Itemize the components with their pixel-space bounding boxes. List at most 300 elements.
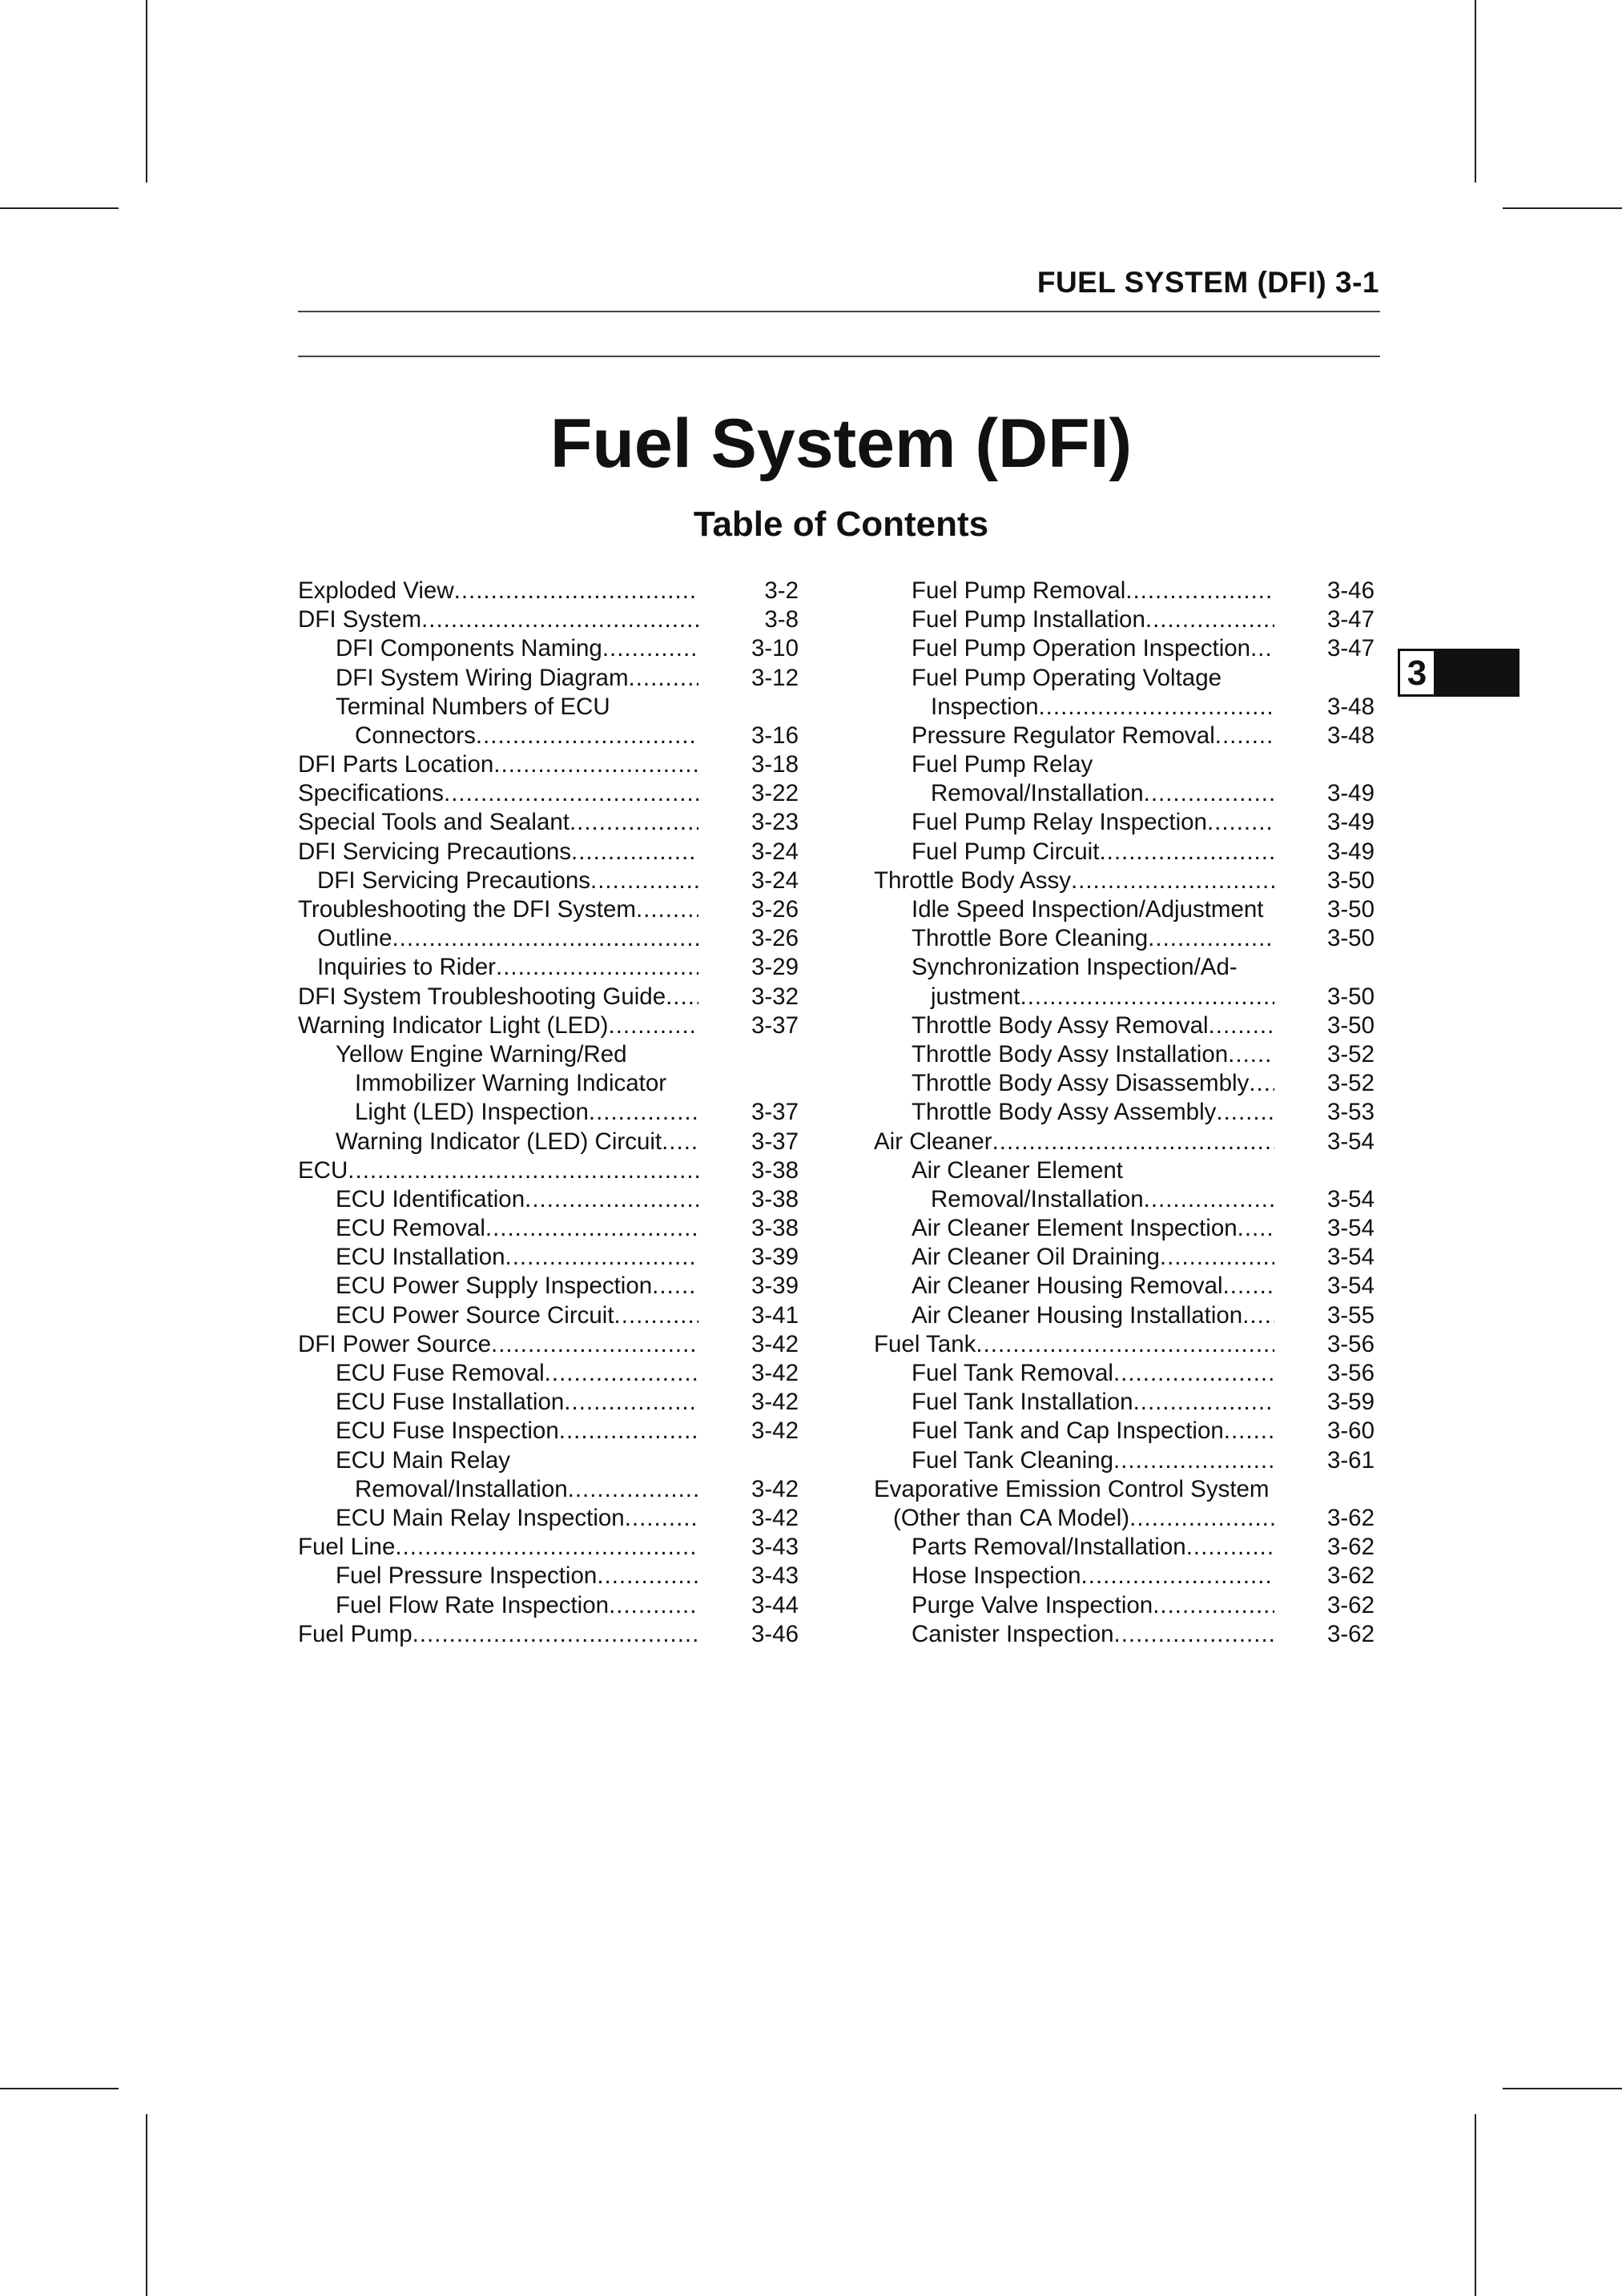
toc-entry-page: 3-46	[751, 1620, 799, 1647]
toc-entry-label: Removal/Installation	[355, 1475, 568, 1502]
toc-dot-leader	[1224, 1417, 1274, 1446]
toc-entry-text	[298, 577, 698, 605]
toc-dot-leader	[992, 1128, 1274, 1156]
crop-mark-top-left-vertical	[146, 0, 147, 183]
toc-entry-text	[874, 1446, 1274, 1475]
toc-entry-label: Fuel Pump Operating Voltage	[912, 664, 1222, 691]
toc-entry-label: ECU Main Relay	[336, 1446, 511, 1474]
toc-entry-label: ECU Installation	[336, 1244, 505, 1271]
toc-entry-label: Light (LED) Inspection	[355, 1099, 589, 1126]
toc-dot-leader	[476, 722, 698, 750]
toc-dot-leader	[525, 1185, 698, 1214]
toc-entry[interactable]	[298, 1446, 799, 1475]
toc-entry-text	[874, 1388, 1274, 1417]
toc-entry-text	[298, 1156, 698, 1185]
toc-dot-leader	[348, 1156, 698, 1185]
toc-dot-leader	[493, 750, 698, 779]
toc-dot-leader	[1113, 1359, 1274, 1388]
toc-entry[interactable]	[298, 1301, 799, 1330]
toc-entry[interactable]	[874, 1533, 1374, 1562]
toc-entry-text	[298, 1214, 698, 1243]
toc-entry-text	[298, 1040, 698, 1069]
toc-entry[interactable]	[298, 1128, 799, 1156]
toc-entry-label: DFI Power Source	[298, 1330, 491, 1357]
toc-entry-label: Throttle Body Assy	[874, 867, 1071, 894]
toc-entry[interactable]	[874, 1243, 1374, 1272]
toc-dot-leader	[666, 983, 698, 1011]
toc-entry-text	[874, 722, 1274, 750]
toc-entry-text	[874, 1069, 1274, 1098]
toc-entry-text	[874, 1301, 1274, 1330]
toc-entry-page: 3-37	[751, 1011, 799, 1039]
toc-entry-text	[298, 1359, 698, 1388]
toc-entry[interactable]	[874, 1504, 1374, 1533]
toc-entry-label: Fuel Tank	[874, 1330, 976, 1357]
toc-entry-page: 3-42	[751, 1360, 799, 1387]
toc-entry-label: Outline	[317, 925, 392, 952]
toc-entry[interactable]	[874, 1069, 1374, 1098]
toc-entry-text	[874, 1533, 1274, 1562]
page-title: Fuel System (DFI)	[549, 405, 1133, 482]
toc-entry-text	[874, 1272, 1274, 1301]
toc-entry-label: Idle Speed Inspection/Adjustment	[912, 896, 1264, 923]
toc-entry-label: Troubleshooting the DFI System	[298, 896, 636, 923]
toc-entry-label: Fuel Tank Removal	[912, 1360, 1113, 1387]
chapter-tab	[1398, 649, 1519, 697]
toc-entry-label: Removal/Installation	[931, 1185, 1144, 1212]
toc-entry-page: 3-43	[751, 1562, 799, 1590]
toc-entry-label: Fuel Pump Operation Inspection	[912, 635, 1251, 662]
toc-entry-text	[298, 750, 698, 779]
toc-entry-text	[298, 1620, 698, 1649]
toc-entry-text	[298, 1128, 698, 1156]
toc-entry-label: Throttle Body Assy Assembly	[912, 1099, 1217, 1126]
toc-entry[interactable]	[874, 577, 1374, 605]
toc-dot-leader	[1133, 1388, 1274, 1417]
toc-entry-page: 3-38	[751, 1156, 799, 1184]
toc-entry-page: 3-62	[1326, 1562, 1374, 1590]
toc-entry-page: 3-22	[751, 780, 799, 807]
toc-entry-text	[874, 1417, 1274, 1446]
toc-entry-label: Pressure Regulator Removal	[912, 722, 1215, 749]
toc-dot-leader	[590, 867, 698, 895]
toc-entry-label: Specifications	[298, 780, 445, 807]
toc-entry-label: Fuel Tank Cleaning	[912, 1446, 1114, 1474]
toc-dot-leader	[413, 1620, 698, 1649]
toc-entry[interactable]	[874, 953, 1374, 982]
toc-entry-label: (Other than CA Model)	[893, 1504, 1130, 1531]
toc-dot-leader	[1145, 605, 1274, 634]
toc-entry-page: 3-43	[751, 1534, 799, 1561]
toc-entry-page: 3-29	[751, 954, 799, 981]
toc-entry[interactable]	[874, 895, 1374, 924]
toc-dot-leader	[662, 1128, 698, 1156]
crop-mark-bottom-right-horizontal	[1503, 2088, 1622, 2089]
toc-entry-page: 3-56	[1326, 1360, 1374, 1387]
toc-entry-text	[874, 1475, 1274, 1504]
toc-entry[interactable]	[298, 953, 799, 982]
toc-entry-label: Synchronization Inspection/Ad-	[912, 954, 1238, 981]
toc-entry-text	[298, 1243, 698, 1272]
toc-entry-label: ECU Removal	[336, 1215, 485, 1242]
toc-entry-page: 3-47	[1326, 606, 1374, 633]
toc-entry[interactable]	[298, 924, 799, 953]
crop-mark-bottom-left-horizontal	[0, 2088, 119, 2089]
toc-entry[interactable]	[874, 1330, 1374, 1359]
toc-entry-label: Inspection	[931, 693, 1039, 720]
toc-entry-page: 3-52	[1326, 1040, 1374, 1068]
toc-entry[interactable]	[298, 1069, 799, 1098]
toc-entry[interactable]	[874, 722, 1374, 750]
toc-entry[interactable]	[874, 750, 1374, 779]
toc-entry-page: 3-8	[764, 606, 799, 633]
toc-dot-leader	[589, 1098, 698, 1127]
toc-entry[interactable]	[298, 1273, 799, 1301]
toc-entry[interactable]	[298, 1098, 799, 1127]
toc-column-left	[298, 577, 799, 1649]
toc-dot-leader	[1081, 1562, 1274, 1590]
toc-entry-label: ECU Identification	[336, 1185, 525, 1212]
toc-entry[interactable]	[874, 1273, 1374, 1301]
toc-entry-page: 3-10	[751, 635, 799, 662]
toc-entry-page: 3-55	[1326, 1301, 1374, 1329]
toc-entry-label: Fuel Pump	[298, 1620, 413, 1647]
toc-entry[interactable]	[298, 1388, 799, 1417]
toc-entry-label: Removal/Installation	[931, 780, 1144, 807]
toc-entry-label: ECU Power Supply Inspection	[336, 1273, 653, 1300]
toc-entry-page: 3-50	[1326, 925, 1374, 952]
toc-entry-label: DFI Servicing Precautions	[298, 838, 572, 865]
toc-entry-label: DFI Parts Location	[298, 751, 494, 778]
toc-entry[interactable]	[298, 1214, 799, 1243]
toc-entry-text	[298, 664, 698, 693]
toc-entry-label: Exploded View	[298, 577, 454, 604]
toc-dot-leader	[1186, 1533, 1274, 1562]
toc-entry-text	[874, 1098, 1274, 1127]
toc-dot-leader	[1114, 1620, 1274, 1649]
toc-entry[interactable]	[874, 1128, 1374, 1156]
toc-entry[interactable]	[874, 779, 1374, 808]
toc-heading: Table of Contents	[693, 505, 989, 544]
toc-entry-text	[874, 1591, 1274, 1620]
toc-entry[interactable]	[298, 1504, 799, 1533]
toc-entry-text	[298, 838, 698, 867]
toc-entry-label: Evaporative Emission Control System	[874, 1475, 1270, 1502]
toc-dot-leader	[491, 1330, 698, 1359]
toc-entry[interactable]	[298, 1011, 799, 1040]
toc-dot-leader	[392, 924, 698, 953]
toc-entry-page: 3-54	[1326, 1215, 1374, 1242]
toc-entry[interactable]	[298, 1533, 799, 1562]
toc-entry-text	[874, 1128, 1274, 1156]
toc-entry-text	[298, 693, 698, 722]
toc-entry-label: ECU Fuse Removal	[336, 1360, 545, 1387]
toc-entry[interactable]	[298, 895, 799, 924]
toc-dot-leader	[1125, 577, 1274, 605]
toc-entry-text	[298, 605, 698, 634]
toc-entry-label: Connectors	[355, 722, 476, 749]
toc-dot-leader	[1038, 693, 1274, 722]
toc-entry-page: 3-42	[751, 1504, 799, 1531]
toc-entry-label: ECU Fuse Inspection	[336, 1417, 559, 1445]
toc-entry-label: Throttle Bore Cleaning	[912, 925, 1149, 952]
toc-entry[interactable]	[874, 1185, 1374, 1214]
toc-entry-page: 3-54	[1326, 1244, 1374, 1271]
toc-entry-text	[298, 1301, 698, 1330]
toc-entry-page: 3-56	[1326, 1330, 1374, 1357]
toc-entry-page: 3-50	[1326, 1011, 1374, 1039]
toc-entry-page: 3-49	[1326, 838, 1374, 865]
toc-dot-leader	[570, 808, 698, 837]
toc-entry[interactable]	[298, 1156, 799, 1185]
toc-entry[interactable]	[874, 634, 1374, 663]
toc-entry[interactable]	[298, 867, 799, 895]
toc-entry-page: 3-42	[751, 1330, 799, 1357]
toc-entry-page: 3-44	[751, 1591, 799, 1618]
toc-entry-text	[298, 1475, 698, 1504]
toc-entry-page: 3-42	[751, 1389, 799, 1416]
toc-entry[interactable]	[298, 1591, 799, 1620]
toc-entry-text	[874, 1620, 1274, 1649]
toc-entry-text	[874, 1243, 1274, 1272]
toc-dot-leader	[545, 1359, 698, 1388]
toc-entry-text	[874, 779, 1274, 808]
toc-entry-page: 3-61	[1326, 1446, 1374, 1474]
toc-entry-page: 3-39	[751, 1273, 799, 1300]
toc-entry[interactable]	[874, 867, 1374, 895]
toc-entry[interactable]	[874, 1562, 1374, 1590]
toc-entry-page: 3-46	[1326, 577, 1374, 604]
toc-entry[interactable]	[874, 924, 1374, 953]
toc-dot-leader	[1242, 1301, 1274, 1330]
toc-dot-leader	[976, 1330, 1274, 1359]
toc-entry-label: ECU	[298, 1156, 348, 1184]
toc-dot-leader	[1153, 1591, 1274, 1620]
toc-dot-leader	[1160, 1243, 1274, 1272]
toc-entry-label: Purge Valve Inspection	[912, 1591, 1153, 1618]
toc-entry-page: 3-41	[751, 1301, 799, 1329]
toc-entry-page: 3-38	[751, 1185, 799, 1212]
toc-entry[interactable]	[298, 838, 799, 867]
toc-dot-leader	[609, 1591, 698, 1620]
toc-entry-label: Throttle Body Assy Removal	[912, 1011, 1209, 1039]
toc-entry-page: 3-26	[751, 896, 799, 923]
toc-entry[interactable]	[874, 1040, 1374, 1069]
toc-entry-label: Air Cleaner Oil Draining	[912, 1244, 1160, 1271]
toc-entry[interactable]	[874, 1098, 1374, 1127]
toc-dot-leader	[1099, 838, 1274, 867]
toc-entry-page: 3-59	[1326, 1389, 1374, 1416]
toc-entry-page: 3-37	[751, 1099, 799, 1126]
toc-entry-text	[874, 664, 1274, 693]
toc-entry-page: 3-49	[1326, 809, 1374, 836]
toc-entry-text	[874, 1011, 1274, 1040]
toc-entry-label: Air Cleaner Element Inspection	[912, 1215, 1238, 1242]
toc-entry[interactable]	[874, 838, 1374, 867]
toc-entry[interactable]	[874, 1620, 1374, 1649]
toc-entry[interactable]	[874, 983, 1374, 1011]
toc-entry[interactable]	[298, 605, 799, 634]
toc-entry-text	[874, 953, 1274, 982]
toc-entry-label: Canister Inspection	[912, 1620, 1114, 1647]
toc-entry-label: Throttle Body Assy Disassembly	[912, 1070, 1250, 1097]
toc-entry[interactable]	[298, 809, 799, 838]
toc-dot-leader	[454, 577, 698, 605]
toc-entry-text	[298, 722, 698, 750]
toc-entry-page: 3-18	[751, 751, 799, 778]
toc-entry-text	[874, 577, 1274, 605]
toc-entry-text	[298, 1185, 698, 1214]
toc-entry[interactable]	[874, 605, 1374, 634]
toc-entry[interactable]	[874, 664, 1374, 693]
toc-entry-text	[874, 808, 1274, 837]
crop-mark-top-left-horizontal	[0, 207, 119, 209]
toc-entry-label: Air Cleaner	[874, 1128, 992, 1155]
toc-entry-text	[298, 1533, 698, 1562]
toc-entry[interactable]	[298, 1562, 799, 1590]
toc-entry-label: Fuel Pump Relay	[912, 751, 1093, 778]
toc-dot-leader	[1238, 1214, 1274, 1243]
toc-dot-leader	[444, 779, 698, 808]
toc-entry-text	[874, 983, 1274, 1011]
toc-entry-label: Fuel Pump Circuit	[912, 838, 1100, 865]
toc-dot-leader	[1250, 634, 1274, 663]
toc-entry-page: 3-39	[751, 1244, 799, 1271]
toc-entry-text	[298, 983, 698, 1011]
toc-entry-page: 3-62	[1326, 1591, 1374, 1618]
toc-entry[interactable]	[874, 1011, 1374, 1040]
toc-entry[interactable]	[298, 693, 799, 722]
toc-dot-leader	[1216, 1098, 1274, 1127]
toc-entry-label: DFI System Troubleshooting Guide	[298, 983, 666, 1010]
toc-entry-page: 3-12	[751, 664, 799, 691]
toc-entry-text	[298, 808, 698, 837]
toc-entry-text	[298, 634, 698, 663]
toc-dot-leader	[609, 1011, 699, 1040]
toc-entry[interactable]	[298, 664, 799, 693]
toc-entry-text	[874, 1359, 1274, 1388]
toc-dot-leader	[559, 1417, 698, 1446]
toc-entry[interactable]	[874, 1301, 1374, 1330]
toc-entry[interactable]	[874, 809, 1374, 838]
toc-dot-leader	[1144, 779, 1274, 808]
toc-dot-leader	[1071, 867, 1274, 895]
toc-entry[interactable]	[298, 1185, 799, 1214]
toc-entry-text	[298, 1272, 698, 1301]
toc-entry-text	[874, 924, 1274, 953]
toc-entry-page: 3-54	[1326, 1185, 1374, 1212]
toc-entry-text	[298, 867, 698, 895]
toc-entry-text	[298, 1417, 698, 1446]
toc-entry[interactable]	[298, 722, 799, 750]
toc-entry-page: 3-42	[751, 1417, 799, 1445]
toc-entry-text	[874, 1185, 1274, 1214]
toc-column-right	[874, 577, 1374, 1649]
toc-entry[interactable]	[298, 750, 799, 779]
toc-entry-page: 3-23	[751, 809, 799, 836]
toc-entry-text	[874, 1504, 1274, 1533]
toc-entry-page: 3-2	[764, 577, 799, 604]
toc-entry-label: Air Cleaner Element	[912, 1156, 1123, 1184]
toc-entry-label: Fuel Flow Rate Inspection	[336, 1591, 610, 1618]
toc-entry-text	[874, 605, 1274, 634]
toc-entry-page: 3-50	[1326, 896, 1374, 923]
toc-entry-label: Inquiries to Rider	[317, 954, 496, 981]
toc-dot-leader	[1113, 1446, 1274, 1475]
toc-entry[interactable]	[874, 1359, 1374, 1388]
toc-dot-leader	[1144, 1185, 1274, 1214]
toc-dot-leader	[1207, 808, 1274, 837]
toc-entry[interactable]	[298, 983, 799, 1011]
toc-entry[interactable]	[298, 577, 799, 605]
toc-entry-label: Immobilizer Warning Indicator	[355, 1070, 667, 1097]
toc-entry[interactable]	[298, 1040, 799, 1069]
toc-entry[interactable]	[298, 634, 799, 663]
toc-entry-page: 3-26	[751, 925, 799, 952]
toc-entry-label: Warning Indicator Light (LED)	[298, 1011, 609, 1039]
toc-entry-page: 3-48	[1326, 722, 1374, 749]
toc-dot-leader	[505, 1243, 698, 1272]
toc-entry[interactable]	[298, 1359, 799, 1388]
toc-dot-leader	[395, 1533, 698, 1562]
header-rule-bottom	[298, 356, 1380, 357]
toc-entry[interactable]	[298, 1620, 799, 1649]
toc-entry-text	[298, 924, 698, 953]
toc-entry[interactable]	[298, 779, 799, 808]
toc-entry[interactable]	[874, 1446, 1374, 1475]
toc-entry-label: Air Cleaner Housing Removal	[912, 1273, 1223, 1300]
toc-entry[interactable]	[874, 1591, 1374, 1620]
toc-dot-leader	[1249, 1069, 1274, 1098]
toc-entry-page: 3-42	[751, 1475, 799, 1502]
crop-mark-top-right-horizontal	[1503, 207, 1622, 209]
toc-entry-label: Yellow Engine Warning/Red	[336, 1040, 627, 1068]
toc-entry-text	[298, 1330, 698, 1359]
toc-entry-label: Fuel Pump Removal	[912, 577, 1126, 604]
toc-entry[interactable]	[874, 1417, 1374, 1446]
toc-entry[interactable]	[874, 1156, 1374, 1185]
toc-entry-text	[298, 1446, 698, 1475]
toc-entry-page: 3-47	[1326, 635, 1374, 662]
toc-entry-label: Fuel Tank Installation	[912, 1389, 1133, 1416]
toc-entry-text	[874, 1040, 1274, 1069]
toc-dot-leader	[1129, 1504, 1274, 1533]
toc-entry-label: Fuel Pump Relay Inspection	[912, 809, 1207, 836]
toc-entry-page: 3-38	[751, 1215, 799, 1242]
toc-entry[interactable]	[874, 1388, 1374, 1417]
toc-entry-page: 3-62	[1326, 1504, 1374, 1531]
toc-entry[interactable]	[874, 1475, 1374, 1504]
toc-entry[interactable]	[298, 1243, 799, 1272]
toc-dot-leader	[564, 1388, 698, 1417]
toc-entry-label: ECU Main Relay Inspection	[336, 1504, 625, 1531]
toc-dot-leader	[1228, 1040, 1274, 1069]
toc-entry-page: 3-54	[1326, 1273, 1374, 1300]
toc-entry-text	[298, 779, 698, 808]
toc-entry[interactable]	[298, 1330, 799, 1359]
toc-entry-label: Fuel Line	[298, 1534, 396, 1561]
toc-entry-text	[298, 953, 698, 982]
crop-mark-bottom-left-vertical	[146, 2114, 147, 2296]
toc-entry-label: Fuel Tank and Cap Inspection	[912, 1417, 1224, 1445]
toc-entry[interactable]	[874, 693, 1374, 722]
toc-entry[interactable]	[874, 1214, 1374, 1243]
toc-entry-label: Throttle Body Assy Installation	[912, 1040, 1229, 1068]
toc-entry-text	[874, 634, 1274, 663]
toc-entry[interactable]	[298, 1417, 799, 1446]
toc-dot-leader	[1020, 983, 1275, 1011]
toc-entry[interactable]	[298, 1475, 799, 1504]
